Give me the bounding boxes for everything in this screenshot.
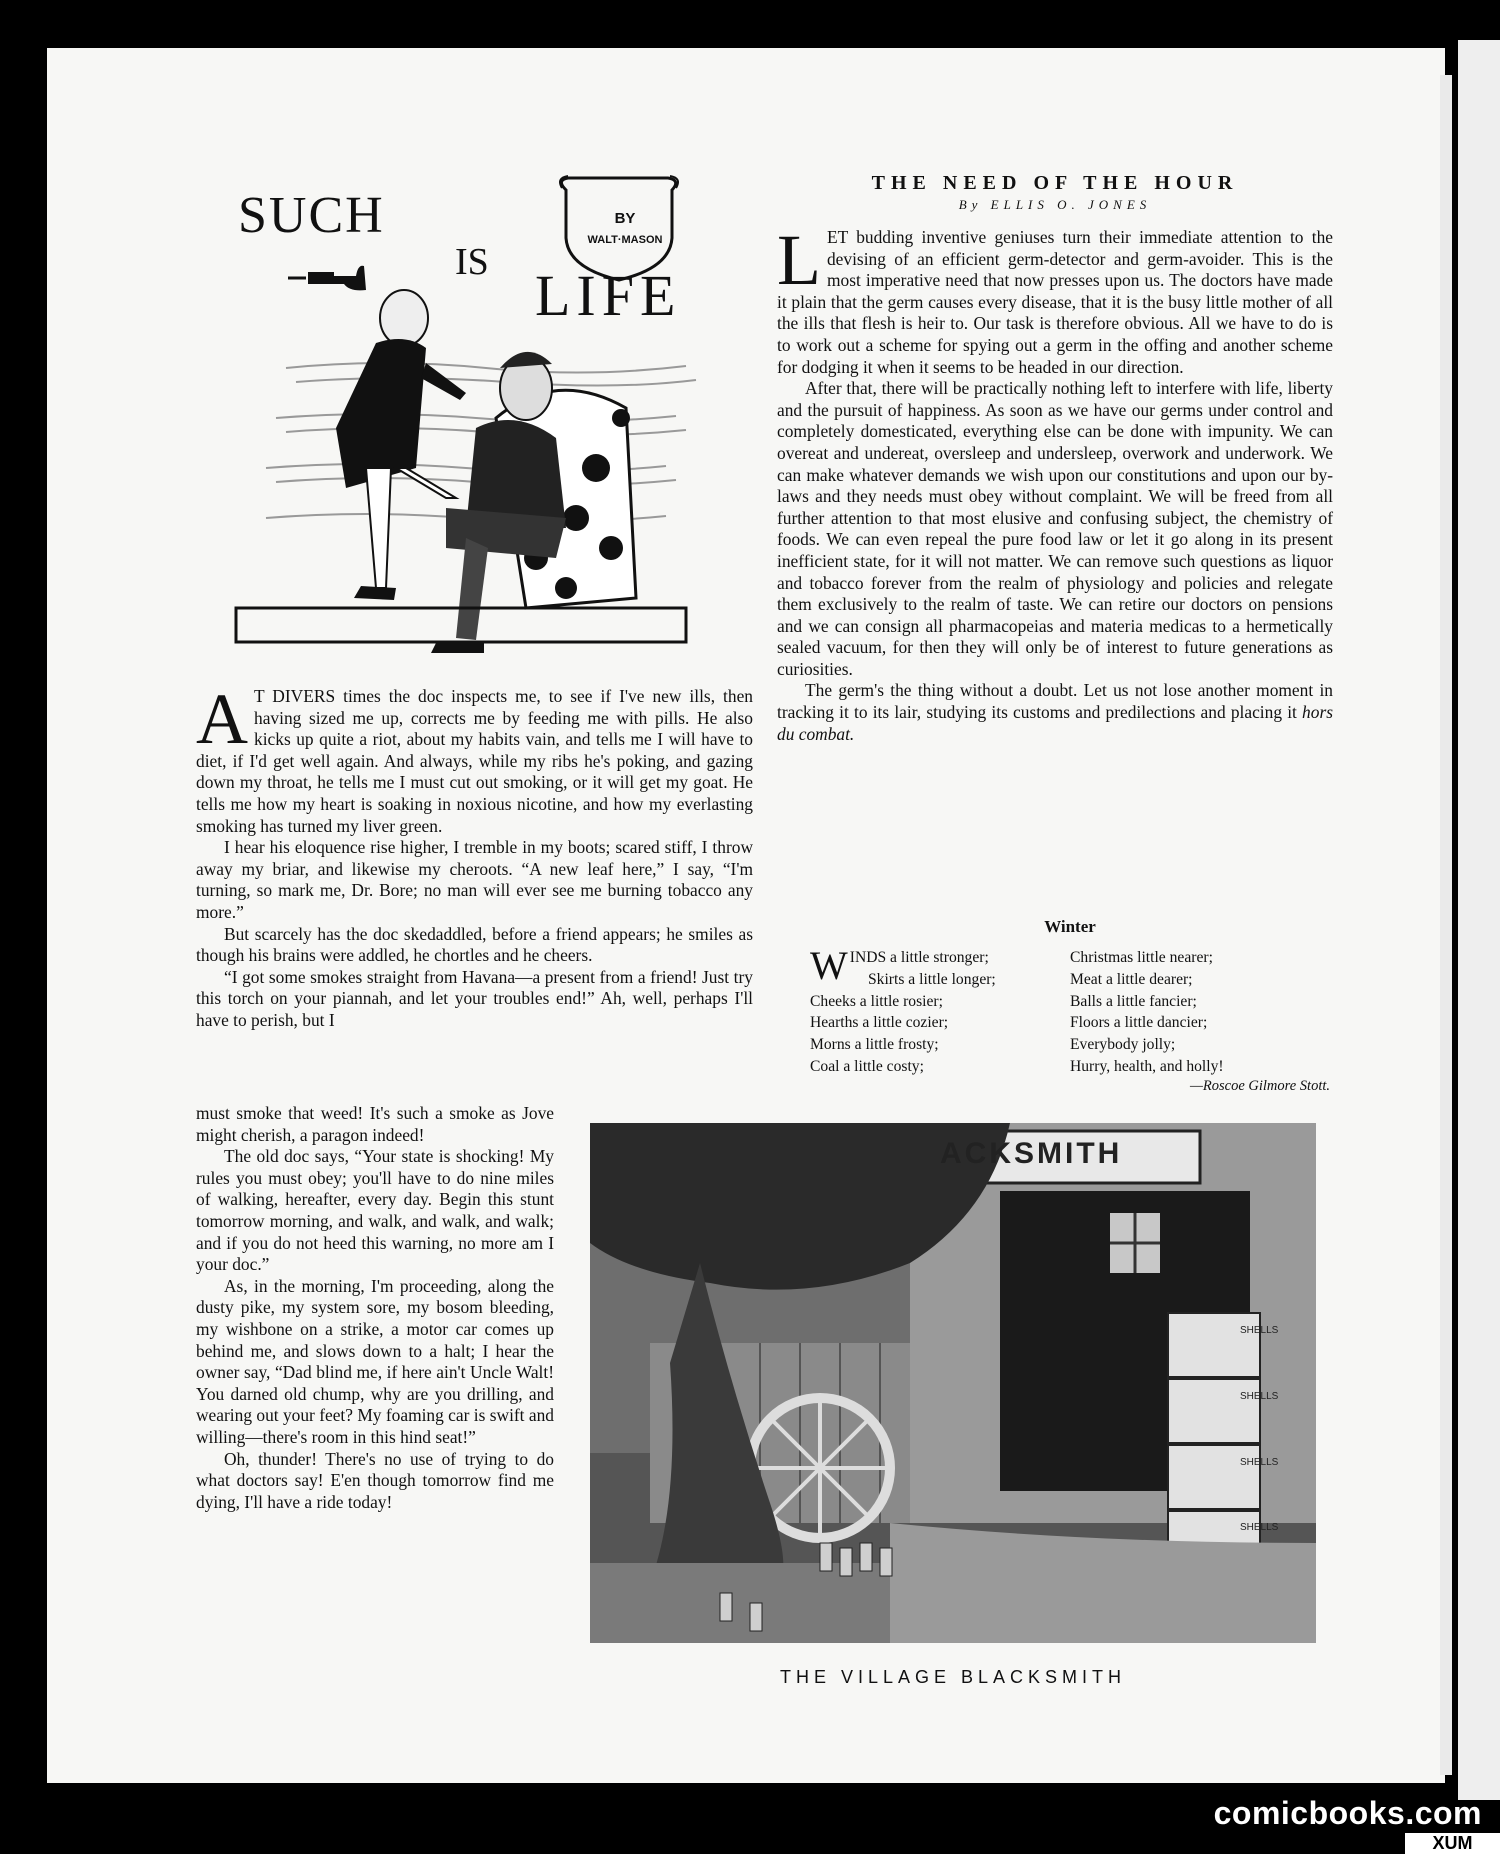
paragraph: The old doc says, “Your state is shocking! My rules you must obey; you'll have to do nine miles of walking, hereafter, every day. Begin this stunt tomorrow morning, and walk, and walk, and walk; and if you do not heed this warning, no more am I your doc.” xyxy=(196,1146,554,1275)
poem-line: Floors a little dancier; xyxy=(1070,1014,1208,1032)
winter-poem xyxy=(810,917,1330,1095)
paragraph: must smoke that weed! It's such a smoke as Jove might cherish, a paragon indeed! xyxy=(196,1103,554,1145)
village-blacksmith-photo xyxy=(590,1123,1316,1643)
right-article xyxy=(777,172,1333,745)
paragraph: After that, there will be practically nothing left to interfere with life, liberty and the pursuit of happiness. As soon as we have our germs under control and completely domesticated, everything else can be done with impunity. We can overeat and undereat, oversleep and undersleep, overwork and underwork. We can make whatever demands we wish upon our constitutions and upon our by-laws and they needs must obey without complaint. We will be freed from all further attention to that most elusive and confusing subject, the chemistry of foods. We can even repeal the pure food law or let it go along in its present inefficient state, for it will not matter. We can remove such questions as liquor and tobacco forever from the realm of physiology and policies and relegate them exclusively to the realm of taste. We can retire our doctors on pensions and we can consign all pharmacopeias and materia medicas to a hermetically sealed vacuum, for then they will only be of interest to future generations as curiosities. xyxy=(777,378,1333,679)
paragraph: As, in the morning, I'm proceeding, along the dusty pike, my system sore, my bosom bleeding, my wishbone on a strike, a motor car comes up behind me, and slows down to a halt; I hear the owner say, “Dad blind me, if here ain't Uncle Walt! You darned old chump, why are you drilling, and wearing out your feet? My foaming car is swift and willing—there's room in this hind seat!” xyxy=(196,1275,554,1447)
page-edge xyxy=(1440,75,1452,1775)
poem-column-left xyxy=(810,943,1070,1078)
watermark xyxy=(1200,1795,1500,1854)
paragraph: Oh, thunder! There's no use of trying to do what doctors say! E'en though tomorrow find me dying, I'll have a ride today! xyxy=(196,1448,554,1512)
poem-line: Christmas little nearer; xyxy=(1070,949,1213,966)
crate-label: SHELLS xyxy=(1240,1522,1279,1533)
next-page-edge xyxy=(1458,40,1500,1800)
paragraph xyxy=(777,680,1333,745)
article-byline: By ELLIS O. JONES xyxy=(958,197,1152,212)
poem-line: Everybody jolly; xyxy=(1070,1036,1176,1054)
poem-line: Cheeks a little rosier; xyxy=(810,992,943,1010)
watermark-site: comicbooks.com xyxy=(1213,1795,1482,1831)
byline-by: BY xyxy=(614,210,636,227)
paragraph-text: The germ's the thing without a doubt. Let us not lose another moment in tracking it to its lair, studying its customs and predilections and placing it xyxy=(777,680,1333,723)
poem-column-right xyxy=(1070,947,1330,1078)
poem-attribution: —Roscoe Gilmore Stott. xyxy=(1189,1077,1330,1094)
poem-line: Balls a little fancier; xyxy=(1070,992,1197,1010)
crate-label: SHELLS xyxy=(1240,1325,1279,1336)
blacksmith-sign-text: ACKSMITH xyxy=(940,1137,1123,1170)
paragraph-text: ET budding inventive geniuses turn their immediate attention to the devising of an efficient germ-detector and germ-avoider. This is the most imperative need that now presses upon us. The doctors have made it plain that the germ causes every disease, that it is the busy little mother of all the ills that flesh is heir to. Our task is therefore obvious. All we have to do is to work out a scheme for spying out a germ in the offing and another scheme for dodging it when it seems to be headed in our direction. xyxy=(777,227,1333,377)
paragraph: I hear his eloquence rise higher, I tremble in my boots; scared stiff, I throw away my briar, and likewise my cheroots. “A new leaf here,” I say, “I'm turning, so mark me, Dr. Bore; no man will ever see me burning tobacco any more.” xyxy=(196,837,753,922)
dropcap: L xyxy=(777,220,821,300)
byline-author: WALT·MASON xyxy=(587,234,663,246)
photo-caption: THE VILLAGE BLACKSMITH xyxy=(779,1667,1127,1687)
poem-line: Hearths a little cozier; xyxy=(810,1014,949,1032)
poem-line: Skirts a little longer; xyxy=(868,970,996,988)
poem-line: Coal a little costy; xyxy=(810,1057,924,1075)
italic-phrase: hors du combat. xyxy=(777,702,1333,744)
poem-dropcap: W xyxy=(810,943,848,988)
title-life: LIFE xyxy=(535,263,682,328)
watermark-tag: XUM xyxy=(1405,1833,1500,1854)
crate-label: SHELLS xyxy=(1240,1391,1279,1402)
dropcap: A xyxy=(196,679,248,759)
poem-line: Morns a little frosty; xyxy=(810,1036,939,1054)
poem-line: INDS a little stronger; xyxy=(849,949,989,966)
title-is: IS xyxy=(455,241,489,283)
poem-line: Meat a little dearer; xyxy=(1070,970,1193,988)
paragraph-text: T DIVERS times the doc inspects me, to see if I've new ills, then having sized me up, corrects me by feeding me with pills. He also kicks up quite a riot, about my habits vain, and tells me I will have to diet, if I'd get well again. And always, while my ribs he's poking, and gazing down my throat, he tells me I must cut out smoking, or it will get my goat. He tells me how my heart is soaking in noxious nicotine, and how my everlasting smoking has turned my liver green. xyxy=(196,686,753,836)
title-such: SUCH xyxy=(238,187,385,244)
left-article xyxy=(196,679,753,1032)
paragraph: “I got some smokes straight from Havana—a present from a friend! Just try this torch on your piannah, and let your troubles end!” Ah, well, perhaps I'll have to perish, but I xyxy=(196,966,753,1030)
paragraph xyxy=(196,679,753,837)
standing-doctor xyxy=(336,290,466,600)
poem-line: Hurry, health, and holly! xyxy=(1070,1057,1224,1075)
crate-label: SHELLS xyxy=(1240,1457,1279,1468)
left-article-continued xyxy=(196,1103,554,1513)
poem-title: Winter xyxy=(1044,917,1096,936)
paragraph: But scarcely has the doc skedaddled, before a friend appears; he smiles as though his brains were addled, he chortles and he cheers. xyxy=(196,923,753,966)
pipe-icon xyxy=(288,266,366,291)
article-title: THE NEED OF THE HOUR xyxy=(871,172,1239,194)
paragraph xyxy=(777,220,1333,378)
